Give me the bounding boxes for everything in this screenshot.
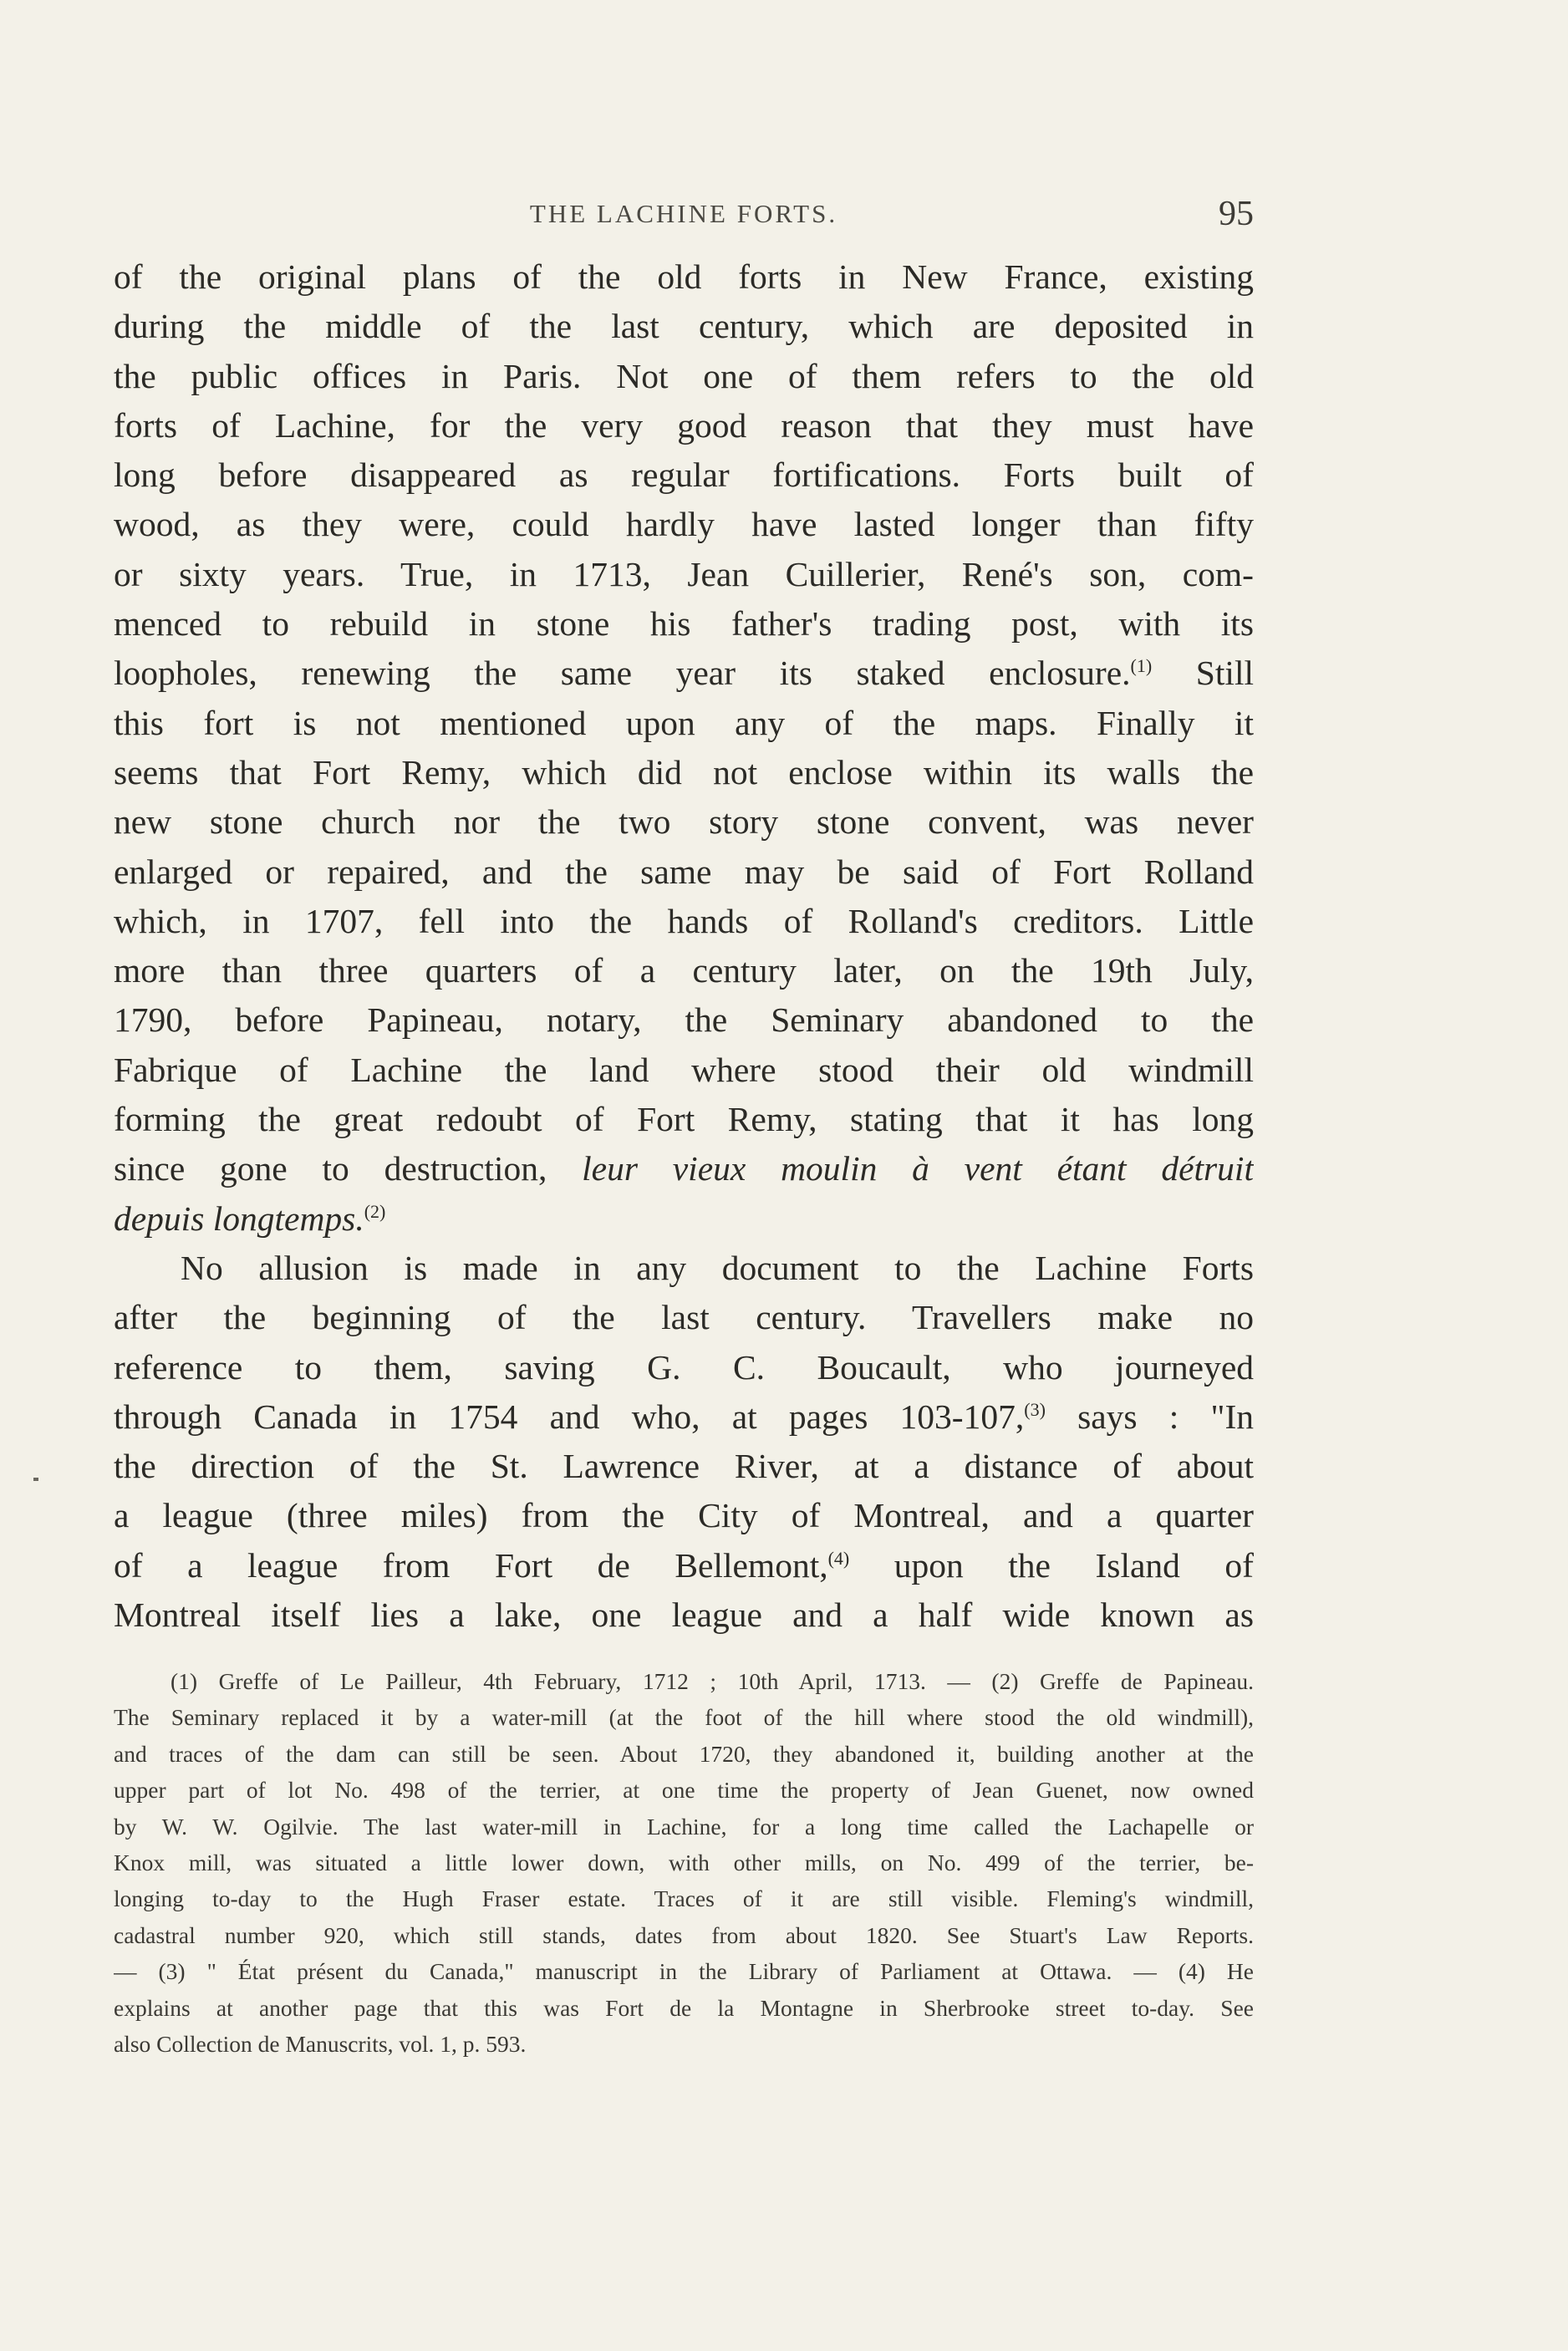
text-line: forming the great redoubt of Fort Remy, stating that it has long (114, 1100, 1254, 1139)
footnotes (114, 1663, 1254, 2062)
footnote-line: explains at another page that this was Fort de la Montagne in Sherbrooke street to-day. See (114, 1994, 1254, 2021)
footnote-line: cadastral number 920, which still stands, dates from about 1820. See Stuart's Law Reports. (114, 1921, 1254, 1948)
text-line: new stone church nor the two story stone convent, was never (114, 802, 1254, 842)
text-line: Fabrique of Lachine the land where stood their old windmill (114, 1050, 1254, 1089)
text-line (114, 649, 1254, 698)
text-line: No allusion is made in any document to the Lachine Forts (181, 1248, 1254, 1287)
text-segment: loopholes, renewing the same year its staked enclosure. (114, 654, 1131, 693)
text-line: Montreal itself lies a lake, one league and a half wide known as (114, 1595, 1254, 1635)
footnote-ref: (3) (1024, 1399, 1046, 1420)
text-line: forts of Lachine, for the very good reason that they must have (114, 405, 1254, 445)
text-segment: of a league from Fort de Bellemont, (114, 1545, 828, 1585)
footnote-line: (1) Greffe of Le Pailleur, 4th February, 1712 ; 10th April, 1713. — (2) Greffe de Papineau. (171, 1668, 1254, 1694)
text-line: reference to them, saving G. C. Boucault, who journeyed (114, 1347, 1254, 1387)
text-line (114, 1541, 1254, 1590)
italic-quote: leur vieux moulin à vent étant détruit (582, 1149, 1254, 1188)
footnote-line: longing to-day to the Hugh Fraser estate. Traces of it are still visible. Fleming's windmill, (114, 1885, 1254, 1912)
italic-quote: depuis longtemps. (114, 1198, 364, 1238)
text-segment: Still (1152, 654, 1254, 693)
text-line: the direction of the St. Lawrence River, at a distance of about (114, 1447, 1254, 1486)
text-line: seems that Fort Remy, which did not enclose within its walls the (114, 752, 1254, 791)
footnote-line: upper part of lot No. 498 of the terrier, at one time the property of Jean Guenet, now owned (114, 1777, 1254, 1804)
text-line: the public offices in Paris. Not one of them refers to the old (114, 356, 1254, 395)
text-line (114, 1392, 1254, 1442)
footnote-line: — (3) " État présent du Canada," manuscript in the Library of Parliament at Ottawa. — (4) He (114, 1958, 1254, 1985)
text-line: which, in 1707, fell into the hands of Rolland's creditors. Little (114, 901, 1254, 940)
text-line (114, 1194, 1254, 1244)
text-line: or sixty years. True, in 1713, Jean Cuillerier, René's son, com- (114, 554, 1254, 593)
footnote-line: Knox mill, was situated a little lower down, with other mills, on No. 499 of the terrier, be- (114, 1849, 1254, 1875)
text-line: of the original plans of the old forts in New France, existing (114, 257, 1254, 296)
footnote-ref: (4) (827, 1547, 850, 1569)
text-segment: upon the Island of (849, 1545, 1254, 1585)
text-line: after the beginning of the last century. Travellers make no (114, 1298, 1254, 1337)
text-line: during the middle of the last century, which are deposited in (114, 307, 1254, 346)
text-line: 1790, before Papineau, notary, the Seminary abandoned to the (114, 1000, 1254, 1040)
text-line: enlarged or repaired, and the same may be said of Fort Rolland (114, 852, 1254, 891)
text-line: this fort is not mentioned upon any of the maps. Finally it (114, 703, 1254, 742)
page-header (114, 189, 1254, 239)
footnote-line: and traces of the dam can still be seen. About 1720, they abandoned it, building another at the (114, 1740, 1254, 1767)
text-segment: through Canada in 1754 and who, at pages 103-107, (114, 1397, 1025, 1436)
footnote-ref: (1) (1130, 655, 1153, 677)
footnote-line: The Seminary replaced it by a water-mill (at the foot of the hill where stood the old windmill), (114, 1704, 1254, 1731)
footnote-line: also Collection de Manuscrits, vol. 1, p. 593. (114, 2030, 527, 2057)
text-line: menced to rebuild in stone his father's trading post, with its (114, 604, 1254, 644)
footnote-ref: (2) (364, 1200, 386, 1222)
text-line: more than three quarters of a century later, on the 19th July, (114, 951, 1254, 990)
text-line: wood, as they were, could hardly have lasted longer than fifty (114, 505, 1254, 544)
page-number: 95 (1219, 195, 1254, 233)
running-title: THE LACHINE FORTS. (529, 199, 838, 228)
margin-mark (33, 1478, 38, 1481)
text-segment: says : "In (1045, 1397, 1254, 1436)
text-segment: since gone to destruction, (114, 1149, 583, 1188)
text-line (114, 1144, 1254, 1193)
text-line: a league (three miles) from the City of Montreal, and a quarter (114, 1496, 1254, 1535)
footnote-line: by W. W. Ogilvie. The last water-mill in Lachine, for a long time called the Lachapelle or (114, 1813, 1254, 1840)
body-text (114, 252, 1254, 1640)
text-line: long before disappeared as regular fortifications. Forts built of (114, 455, 1254, 495)
